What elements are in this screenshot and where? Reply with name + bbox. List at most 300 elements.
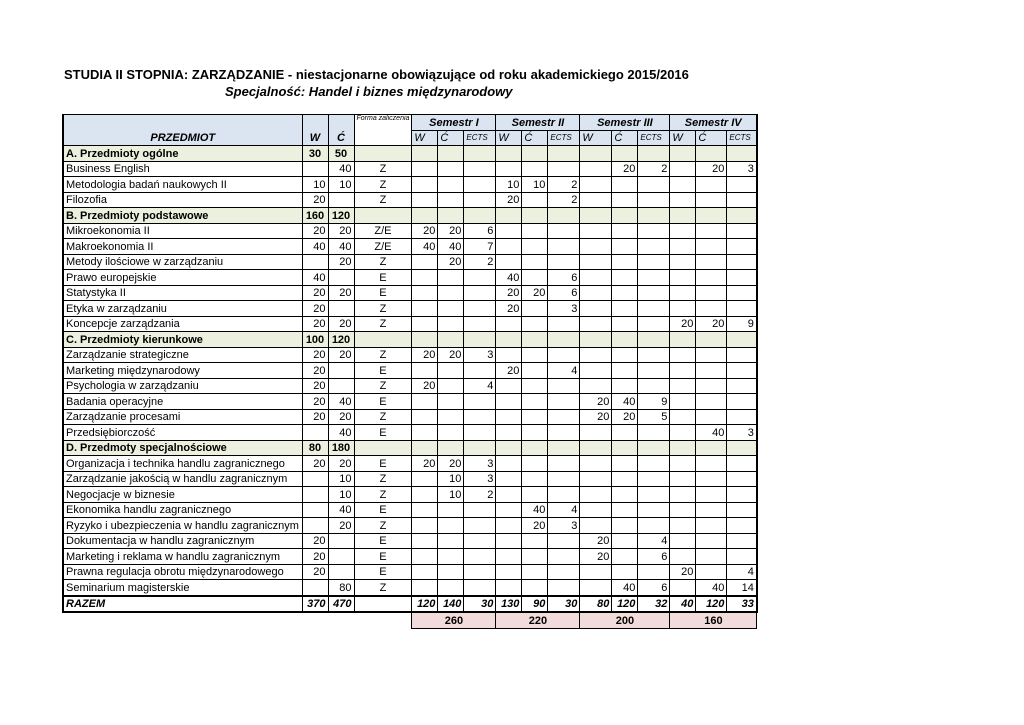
razem-semester-ects: 32: [638, 596, 670, 613]
semester-w: [580, 518, 612, 534]
semester-c: [612, 192, 638, 208]
semester-c: [522, 301, 548, 317]
forma-zaliczenia: Z: [354, 301, 412, 317]
semester-c: [522, 223, 548, 239]
semester-c: [522, 363, 548, 379]
semester-ects: [638, 239, 670, 255]
subject-c-hours: 20: [328, 254, 354, 270]
header-forma-zaliczenia: Forma zaliczenia: [354, 115, 412, 146]
subject-c-hours: 40: [328, 161, 354, 177]
forma-zaliczenia: E: [354, 502, 412, 518]
empty-cell: [638, 440, 670, 456]
subject-w-hours: 40: [302, 239, 328, 255]
subject-c-hours: 80: [328, 580, 354, 596]
subject-name: Zarządzanie jakością w handlu zagranicznym: [63, 471, 302, 487]
subject-row: [63, 564, 757, 580]
semester-c: [696, 564, 727, 580]
semester-w: [496, 378, 522, 394]
semester-c: [612, 285, 638, 301]
semester-ects: [638, 254, 670, 270]
semester-w: [412, 254, 438, 270]
semester-c: [522, 316, 548, 332]
semester-w: [670, 161, 696, 177]
subject-w-hours: 20: [302, 223, 328, 239]
semester-w: 20: [580, 533, 612, 549]
semester-c: [522, 487, 548, 503]
subject-c-hours: 20: [328, 316, 354, 332]
subject-w-hours: 20: [302, 363, 328, 379]
subject-name: Ryzyko i ubezpieczenia w handlu zagranicznym: [63, 518, 302, 534]
semester-ects: 7: [464, 239, 496, 255]
empty-cell: [696, 440, 727, 456]
empty-cell: [580, 332, 612, 348]
semester-w: 40: [496, 270, 522, 286]
empty-cell: [727, 146, 757, 162]
empty-cell: [496, 146, 522, 162]
semester-w: [670, 549, 696, 565]
semester-w: [670, 456, 696, 472]
header-semestr-4: Semestr IV: [670, 115, 757, 131]
empty-cell: [670, 208, 696, 224]
semester-w: [580, 471, 612, 487]
semester-ects: 4: [727, 564, 757, 580]
semester-c: [438, 301, 464, 317]
semester-c: [696, 177, 727, 193]
subject-row: [63, 285, 757, 301]
semester-w: [496, 471, 522, 487]
forma-zaliczenia: Z: [354, 487, 412, 503]
forma-zaliczenia: E: [354, 564, 412, 580]
semester-ects: [638, 177, 670, 193]
subheader-c: Ć: [522, 130, 548, 146]
semester-c: [522, 347, 548, 363]
semester-w: [496, 533, 522, 549]
semester-w: 20: [412, 378, 438, 394]
semester-w: [412, 363, 438, 379]
page-title: STUDIA II STOPNIA: ZARZĄDZANIE - niestacjonarne obowiązujące od roku akademickiego 2015/2016: [64, 67, 689, 82]
semester-w: [580, 301, 612, 317]
empty-cell: [727, 332, 757, 348]
semester-w: [496, 394, 522, 410]
semester-w: [670, 270, 696, 286]
semester-w: [412, 285, 438, 301]
subject-w-hours: 20: [302, 456, 328, 472]
semester-ects: [727, 502, 757, 518]
semester-total-hours: 220: [496, 612, 580, 628]
semester-w: [580, 580, 612, 596]
razem-semester-ects: 33: [727, 596, 757, 613]
semester-total-hours: 260: [412, 612, 496, 628]
semester-ects: 6: [548, 285, 580, 301]
semester-w: [670, 518, 696, 534]
semester-ects: [464, 425, 496, 441]
semester-ects: [548, 347, 580, 363]
semester-ects: [727, 363, 757, 379]
semester-w: [412, 161, 438, 177]
subject-c-hours: 40: [328, 394, 354, 410]
semester-w: [496, 549, 522, 565]
semester-w: [670, 363, 696, 379]
semester-ects: 2: [464, 254, 496, 270]
semester-ects: [638, 223, 670, 239]
semester-c: 10: [438, 471, 464, 487]
semester-c: [438, 270, 464, 286]
forma-zaliczenia: E: [354, 456, 412, 472]
empty-cell: [438, 440, 464, 456]
semester-c: 20: [438, 456, 464, 472]
semester-c: 20: [438, 347, 464, 363]
semester-ects: 3: [464, 471, 496, 487]
semester-c: [438, 285, 464, 301]
empty-cell: [412, 146, 438, 162]
semester-c: [522, 549, 548, 565]
semester-c: [522, 425, 548, 441]
empty-cell: [328, 612, 354, 628]
semester-c: [438, 394, 464, 410]
semester-w: 20: [496, 285, 522, 301]
semester-c: [612, 549, 638, 565]
empty-cell: [638, 332, 670, 348]
semester-ects: [464, 363, 496, 379]
razem-row: [63, 596, 757, 613]
semester-w: [670, 471, 696, 487]
subject-w-hours: 20: [302, 347, 328, 363]
semester-w: [412, 471, 438, 487]
subject-w-hours: [302, 580, 328, 596]
semester-ects: [548, 456, 580, 472]
semester-c: [438, 425, 464, 441]
semester-c: [696, 409, 727, 425]
semester-ects: [638, 378, 670, 394]
semester-w: 20: [580, 394, 612, 410]
semester-w: [670, 254, 696, 270]
forma-zaliczenia: E: [354, 394, 412, 410]
semester-ects: [638, 363, 670, 379]
semester-c: [612, 378, 638, 394]
semester-c: [612, 316, 638, 332]
subject-w-hours: 20: [302, 409, 328, 425]
subject-name: Ekonomika handlu zagranicznego: [63, 502, 302, 518]
semester-c: [522, 239, 548, 255]
empty-cell: [496, 208, 522, 224]
semester-c: 40: [612, 580, 638, 596]
semester-w: [580, 564, 612, 580]
semester-w: 20: [580, 409, 612, 425]
semester-c: [696, 363, 727, 379]
semester-ects: [727, 394, 757, 410]
semester-w: 20: [670, 316, 696, 332]
forma-zaliczenia: Z: [354, 580, 412, 596]
subject-c-hours: 40: [328, 425, 354, 441]
empty-cell: [727, 440, 757, 456]
subject-row: [63, 301, 757, 317]
subject-w-hours: [302, 502, 328, 518]
semester-ects: [727, 347, 757, 363]
subject-c-hours: 10: [328, 177, 354, 193]
semester-ects: [548, 239, 580, 255]
semester-ects: 6: [548, 270, 580, 286]
semester-c: [696, 347, 727, 363]
empty-cell: [63, 612, 302, 628]
forma-zaliczenia: E: [354, 270, 412, 286]
subheader-ects: ECTS: [464, 130, 496, 146]
semester-c: [612, 518, 638, 534]
semester-c: 20: [438, 254, 464, 270]
semester-c: [438, 502, 464, 518]
subject-row: [63, 161, 757, 177]
subject-w-hours: [302, 254, 328, 270]
semester-w: [580, 192, 612, 208]
semester-w: [412, 487, 438, 503]
header-semestr-3: Semestr III: [580, 115, 670, 131]
semester-w: [496, 502, 522, 518]
subject-w-hours: [302, 471, 328, 487]
subject-w-hours: [302, 161, 328, 177]
razem-semester-ects: 30: [548, 596, 580, 613]
semester-w: [670, 239, 696, 255]
empty-cell: [464, 332, 496, 348]
empty-cell: [438, 208, 464, 224]
subject-name: Marketing międzynarodowy: [63, 363, 302, 379]
semester-ects: [727, 285, 757, 301]
subheader-ects: ECTS: [638, 130, 670, 146]
semester-w: [412, 270, 438, 286]
semester-w: [670, 394, 696, 410]
subject-name: Metodologia badań naukowych II: [63, 177, 302, 193]
semester-ects: 3: [727, 161, 757, 177]
semester-c: 40: [696, 580, 727, 596]
semester-ects: [727, 192, 757, 208]
semester-w: [496, 580, 522, 596]
empty-cell: [638, 146, 670, 162]
semester-ects: [464, 502, 496, 518]
subject-c-hours: [328, 363, 354, 379]
semester-c: [612, 502, 638, 518]
semester-c: [612, 239, 638, 255]
empty-cell: [696, 146, 727, 162]
subject-name: Zarządzanie strategiczne: [63, 347, 302, 363]
forma-zaliczenia: Z: [354, 378, 412, 394]
semester-ects: [464, 409, 496, 425]
razem-semester-w: 130: [496, 596, 522, 613]
subheader-c: Ć: [612, 130, 638, 146]
semester-ects: [727, 409, 757, 425]
razem-label: RAZEM: [63, 596, 302, 613]
empty-cell: [696, 332, 727, 348]
semester-ects: 4: [464, 378, 496, 394]
semester-c: [438, 533, 464, 549]
semester-ects: [548, 533, 580, 549]
semester-w: [580, 487, 612, 503]
razem-semester-w: 120: [412, 596, 438, 613]
semester-ects: 6: [464, 223, 496, 239]
section-c-total: 120: [328, 332, 354, 348]
semester-c: [696, 502, 727, 518]
semester-c: [438, 580, 464, 596]
semester-ects: [638, 425, 670, 441]
subject-row: [63, 347, 757, 363]
semester-c: [696, 518, 727, 534]
semester-ects: 4: [548, 502, 580, 518]
semester-c: [696, 394, 727, 410]
subject-row: [63, 518, 757, 534]
empty-cell: [302, 612, 328, 628]
semester-c: 20: [612, 161, 638, 177]
semester-w: [670, 425, 696, 441]
header-c: Ć: [328, 115, 354, 146]
semester-ects: [548, 487, 580, 503]
semester-ects: [464, 549, 496, 565]
section-row: [63, 208, 757, 224]
subject-name: Negocjacje w biznesie: [63, 487, 302, 503]
semester-ects: 2: [464, 487, 496, 503]
semester-c: [696, 285, 727, 301]
subject-name: Mikroekonomia II: [63, 223, 302, 239]
empty-cell: [464, 208, 496, 224]
semester-w: [580, 502, 612, 518]
semester-ects: [638, 347, 670, 363]
empty-cell: [354, 332, 412, 348]
subject-c-hours: 10: [328, 487, 354, 503]
section-name: A. Przedmioty ogólne: [63, 146, 302, 162]
semester-c: [612, 254, 638, 270]
section-c-total: 50: [328, 146, 354, 162]
semester-w: 20: [670, 564, 696, 580]
empty-cell: [612, 208, 638, 224]
semester-c: [612, 301, 638, 317]
semester-ects: 2: [548, 177, 580, 193]
semester-c: [612, 425, 638, 441]
semester-total-hours: 200: [580, 612, 670, 628]
semester-c: [438, 161, 464, 177]
semester-w: [580, 254, 612, 270]
subject-c-hours: 20: [328, 223, 354, 239]
semester-c: 40: [696, 425, 727, 441]
semester-ects: [464, 564, 496, 580]
semester-ects: [548, 580, 580, 596]
semester-ects: [548, 564, 580, 580]
empty-cell: [412, 332, 438, 348]
semester-c: [612, 533, 638, 549]
semester-c: 20: [696, 161, 727, 177]
semester-w: [670, 580, 696, 596]
semester-ects: [727, 223, 757, 239]
semester-c: [438, 316, 464, 332]
subject-w-hours: 20: [302, 301, 328, 317]
subject-name: Etyka w zarządzaniu: [63, 301, 302, 317]
subject-row: [63, 409, 757, 425]
forma-zaliczenia: E: [354, 363, 412, 379]
semester-w: [670, 192, 696, 208]
semester-w: [670, 301, 696, 317]
semester-ects: [727, 471, 757, 487]
forma-zaliczenia: Z: [354, 409, 412, 425]
subject-name: Psychologia w zarządzaniu: [63, 378, 302, 394]
semester-w: [412, 301, 438, 317]
semester-c: [696, 549, 727, 565]
subject-name: Filozofia: [63, 192, 302, 208]
semester-ects: 9: [638, 394, 670, 410]
subject-w-hours: 40: [302, 270, 328, 286]
section-w-total: 160: [302, 208, 328, 224]
subject-name: Organizacja i technika handlu zagranicznego: [63, 456, 302, 472]
semester-ects: [638, 456, 670, 472]
subject-c-hours: [328, 270, 354, 286]
semester-ects: 2: [638, 161, 670, 177]
semester-c: 20: [696, 316, 727, 332]
empty-cell: [354, 208, 412, 224]
subject-name: Business English: [63, 161, 302, 177]
semester-ects: [727, 456, 757, 472]
forma-zaliczenia: Z: [354, 471, 412, 487]
empty-cell: [522, 146, 548, 162]
semester-ects: 2: [548, 192, 580, 208]
semester-ects: [727, 177, 757, 193]
semester-ects: [727, 378, 757, 394]
header-przedmiot: PRZEDMIOT: [63, 115, 302, 146]
semester-c: [522, 394, 548, 410]
empty-cell: [354, 440, 412, 456]
semester-c: [522, 161, 548, 177]
semester-ects: [727, 549, 757, 565]
semester-w: 20: [580, 549, 612, 565]
semester-w: [670, 223, 696, 239]
semester-w: [496, 564, 522, 580]
semester-c: 40: [438, 239, 464, 255]
semester-c: [696, 223, 727, 239]
subject-row: [63, 549, 757, 565]
semester-w: [670, 177, 696, 193]
semester-ects: [464, 518, 496, 534]
subject-c-hours: [328, 301, 354, 317]
semester-w: [580, 285, 612, 301]
empty-cell: [496, 440, 522, 456]
semester-w: [670, 533, 696, 549]
semester-w: [580, 363, 612, 379]
semester-c: [522, 456, 548, 472]
empty-cell: [580, 440, 612, 456]
subject-row: [63, 456, 757, 472]
semester-ects: [464, 394, 496, 410]
subject-name: Zarządzanie procesami: [63, 409, 302, 425]
empty-cell: [354, 612, 412, 628]
subject-name: Prawo europejskie: [63, 270, 302, 286]
semester-w: [580, 347, 612, 363]
semester-c: [612, 223, 638, 239]
semester-w: [580, 378, 612, 394]
semester-w: [496, 161, 522, 177]
semester-ects: [464, 301, 496, 317]
semester-ects: [464, 533, 496, 549]
subject-w-hours: 20: [302, 564, 328, 580]
semester-c: 10: [438, 487, 464, 503]
subject-row: [63, 270, 757, 286]
forma-zaliczenia: E: [354, 285, 412, 301]
semester-ects: [638, 518, 670, 534]
curriculum-table: [62, 114, 758, 629]
semester-c: 40: [522, 502, 548, 518]
section-row: [63, 146, 757, 162]
empty-cell: [548, 208, 580, 224]
semester-ects: 3: [548, 518, 580, 534]
razem-semester-w: 80: [580, 596, 612, 613]
forma-zaliczenia: Z: [354, 316, 412, 332]
empty-cell: [548, 146, 580, 162]
semester-w: [580, 161, 612, 177]
semester-c: [522, 254, 548, 270]
section-name: B. Przedmioty podstawowe: [63, 208, 302, 224]
empty-cell: [612, 332, 638, 348]
